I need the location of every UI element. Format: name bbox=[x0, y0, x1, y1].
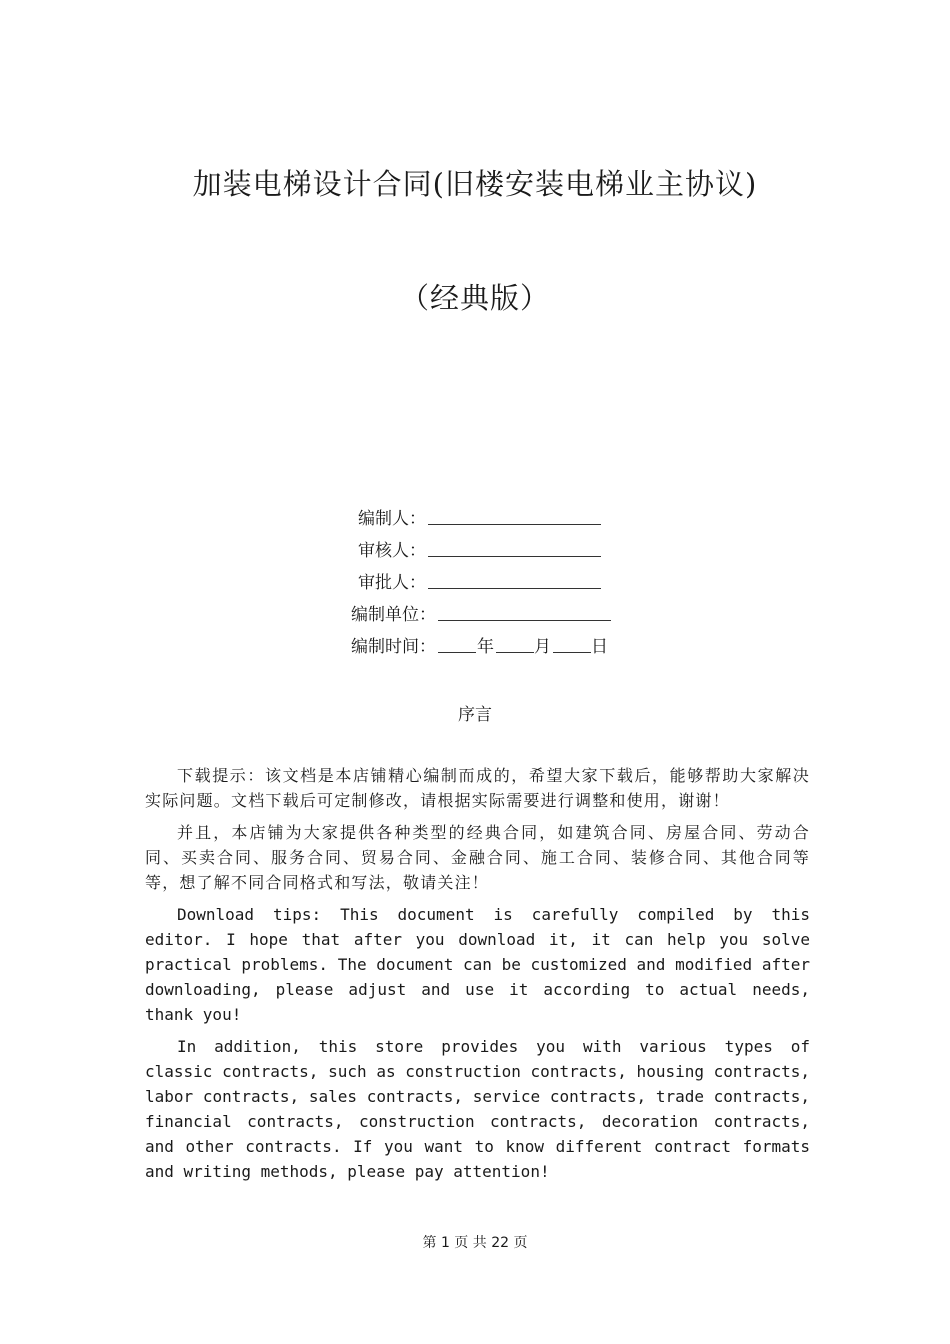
paragraph-en-1: Download tips: This document is carefully compiled by this editor. I hope that after you download it, it can help you solve practical problems. The document can be customized and modified after downloading, please adjust and use it according to actual needs, thank you! bbox=[145, 905, 810, 1024]
reviewer-row bbox=[0, 536, 950, 568]
paragraph-en-2: In addition, this store provides you with various types of classic contracts, such as construction contracts, housing contracts, labor contracts, sales contracts, service contracts, trade contracts, financial contracts, construction contracts, decoration contracts, and other contracts. If you want to know different contract formats and writing methods, please pay attention! bbox=[145, 1037, 810, 1181]
month-blank[interactable] bbox=[496, 652, 534, 653]
page-footer: 第 1 页 共 22 页 bbox=[422, 1235, 528, 1251]
paragraph-cn-2: 并且，本店铺为大家提供各种类型的经典合同，如建筑合同、房屋合同、劳动合同、买卖合同、服务合同、贸易合同、金融合同、施工合同、装修合同、其他合同等等，想了解不同合同格式和写法，敬请关注！ bbox=[145, 823, 810, 892]
unit-blank[interactable] bbox=[438, 620, 611, 621]
year-label: 年 bbox=[477, 637, 494, 657]
compiler-row bbox=[0, 504, 950, 536]
day-blank[interactable] bbox=[553, 652, 591, 653]
preface-heading: 序言 bbox=[458, 705, 492, 725]
time-label: 编制时间： bbox=[351, 637, 436, 657]
unit-row bbox=[0, 600, 950, 632]
year-blank[interactable] bbox=[438, 652, 476, 653]
document-title: 加装电梯设计合同(旧楼安装电梯业主协议) bbox=[192, 167, 758, 201]
compiler-label: 编制人： bbox=[358, 509, 426, 529]
reviewer-label: 审核人： bbox=[358, 541, 426, 561]
approver-blank[interactable] bbox=[428, 588, 601, 589]
reviewer-blank[interactable] bbox=[428, 556, 601, 557]
compiler-blank[interactable] bbox=[428, 524, 601, 525]
month-label: 月 bbox=[534, 637, 551, 657]
paragraph-cn-1: 下载提示：该文档是本店铺精心编制而成的，希望大家下载后，能够帮助大家解决实际问题。文档下载后可定制修改，请根据实际需要进行调整和使用，谢谢！ bbox=[145, 766, 810, 810]
day-label: 日 bbox=[591, 637, 608, 657]
preface-body bbox=[145, 763, 810, 1191]
unit-label: 编制单位： bbox=[351, 605, 436, 625]
approver-row bbox=[0, 568, 950, 600]
document-subtitle: （经典版） bbox=[399, 281, 550, 315]
time-row bbox=[0, 632, 950, 664]
approver-label: 审批人： bbox=[358, 573, 426, 593]
